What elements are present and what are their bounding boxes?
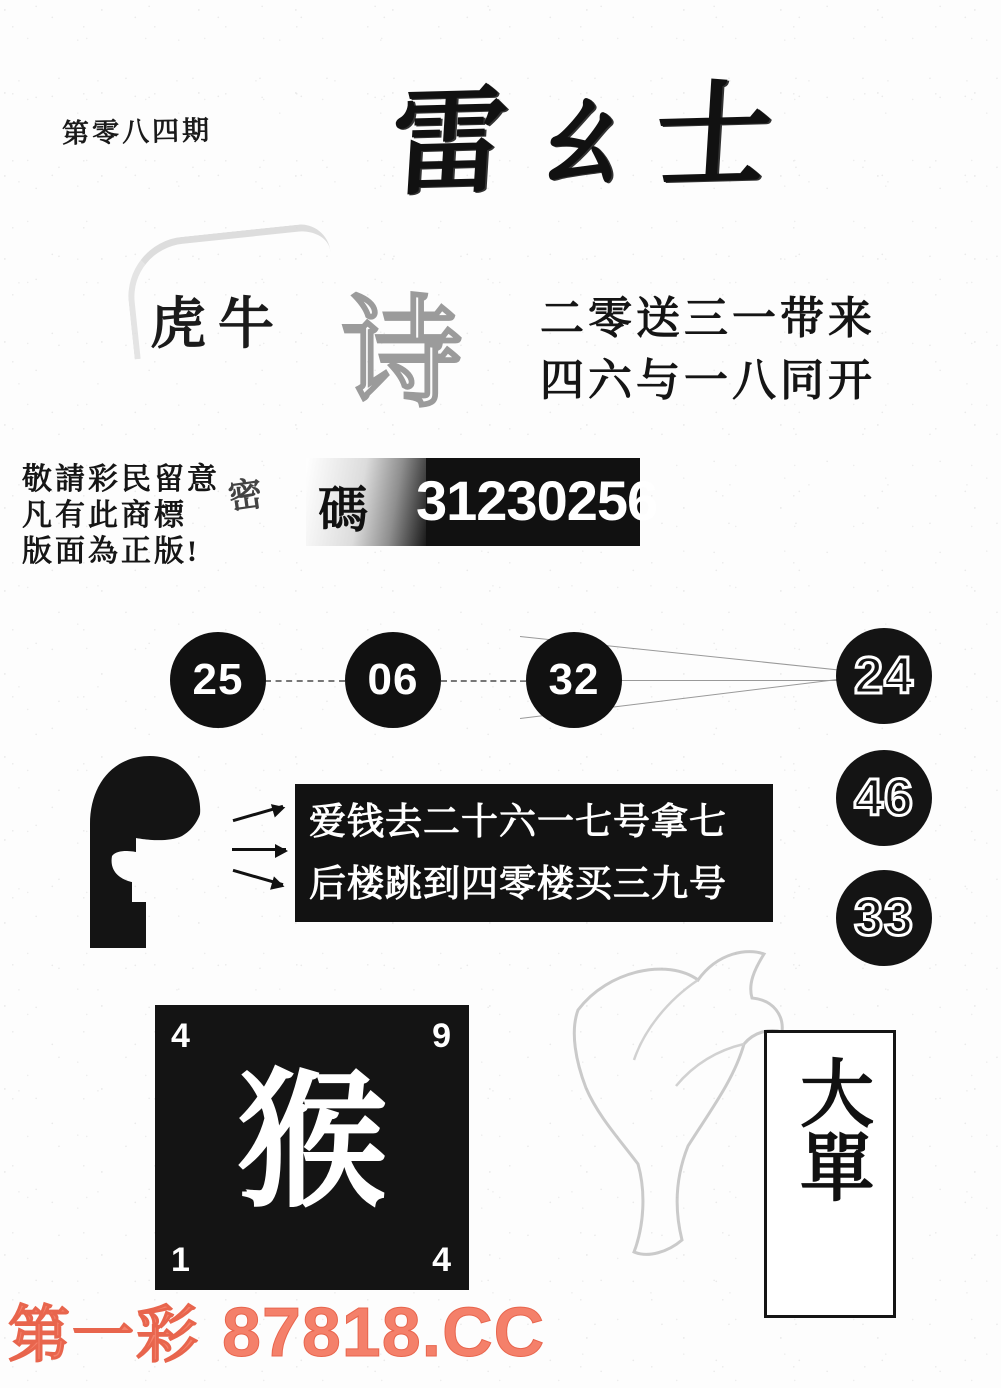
footer-watermark [8,1285,545,1374]
poem-line-2: 四六与一八同开 [540,356,876,405]
ball-col-2: 46 [836,750,932,846]
speech-arrow-3 [233,869,284,886]
vertical-word-text [767,1055,893,1235]
poem-line-1: 二零送三一带来 [540,294,876,343]
zodiac-number-box [155,1005,469,1290]
zodiac-hint-animals: 虎牛 [150,294,286,356]
speech-line-2: 后楼跳到四零楼买三九号 [309,864,727,905]
vertical-word-box [764,1030,896,1318]
code-label: 碼 [318,482,370,538]
notice-line-2: 凡有此商標 [22,499,187,532]
ball-row-2: 06 [345,632,441,728]
page-title: 雷ㄠ士 [386,71,792,211]
poem-outline-char: 诗 [342,288,462,421]
zodiac-box-top-right: 9 [432,1017,451,1055]
footer-site-url: 87818.CC [222,1293,546,1371]
zodiac-box-character: 猴 [236,1060,387,1226]
ball-col-1: 24 [836,628,932,724]
speech-arrow-1 [233,805,284,822]
speech-line-1: 爱钱去二十六一七号拿七 [309,802,727,843]
ball-connector-2 [441,680,526,682]
seal-stamp: 密 [226,475,265,518]
footer-brand: 第一彩 [8,1302,201,1370]
notice-line-1: 敬請彩民留意 [22,463,220,496]
ball-row-1: 25 [170,632,266,728]
code-digits: 31230256 [416,469,658,532]
zodiac-box-top-left: 4 [171,1017,190,1055]
notice-block [22,462,220,570]
ball-connector-1 [265,680,345,682]
speech-arrow-2 [232,848,286,851]
dove-outline-icon [548,940,798,1270]
vertical-word-line: 大單 [789,1055,871,1203]
head-silhouette-icon [78,752,238,952]
speech-box [295,784,773,922]
ball-col-3: 33 [836,870,932,966]
zodiac-box-bottom-right: 4 [432,1241,451,1279]
issue-number: 第零八四期 [61,115,213,149]
zodiac-box-bottom-left: 1 [171,1241,190,1279]
poem-block [540,288,876,412]
ball-row-3: 32 [526,632,622,728]
notice-line-3: 版面為正版! [22,535,200,568]
